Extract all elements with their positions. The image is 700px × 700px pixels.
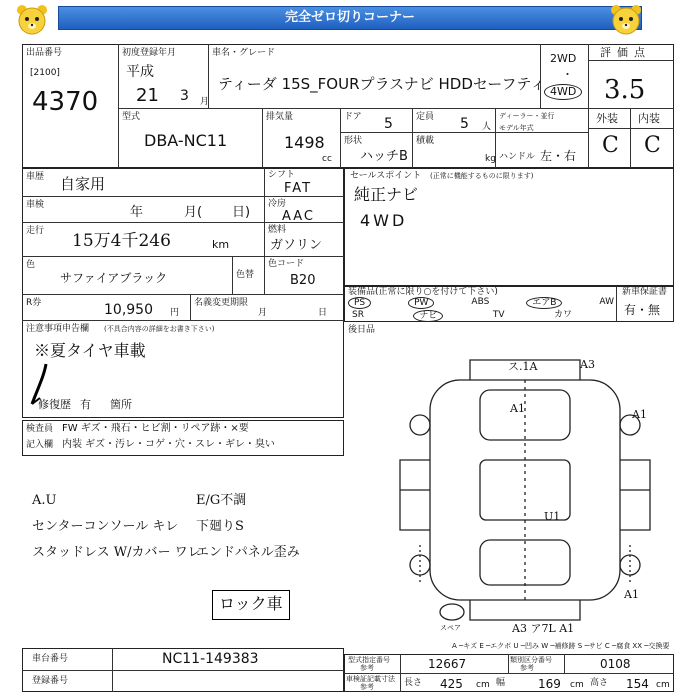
- reg-month-unit: 月: [200, 97, 210, 107]
- color-value: サファイアブラック: [60, 271, 168, 285]
- equipment-leather: カワ: [553, 310, 572, 320]
- dims-length-label: 長さ: [404, 678, 423, 688]
- displacement-label: 排気量: [266, 112, 294, 122]
- notes-sub: (不具合内容の詳細をお書き下さい): [104, 325, 215, 333]
- type-no-label: 型式指定番号: [348, 656, 390, 664]
- chassis-label: 車台番号: [32, 654, 69, 664]
- usage-value: 自家用: [60, 175, 106, 193]
- displacement-unit: cc: [322, 154, 332, 164]
- load-unit: kg: [485, 154, 496, 164]
- reg-year: 21: [136, 85, 159, 106]
- plate-label: 登録番号: [32, 676, 69, 686]
- expiry-label: 名義変更期限: [194, 298, 249, 308]
- dims-height: 154: [626, 677, 649, 691]
- mileage-value: 15万4千246: [72, 231, 171, 251]
- seats-value: 5: [460, 116, 469, 132]
- lot-number: 4370: [32, 87, 99, 117]
- dims-height-label: 高さ: [590, 678, 609, 688]
- equipment-row-1: [348, 297, 614, 309]
- mileage-label: 走行: [26, 226, 45, 236]
- damage-mark-1: ス.1A: [508, 360, 538, 373]
- check-row-1: FW ギズ・飛石・ヒビ割・リペア跡・×要: [62, 423, 249, 434]
- equipment-abs: ABS: [471, 297, 490, 307]
- class-no-label: 類別区分番号: [510, 656, 552, 664]
- color-label: 色: [26, 260, 36, 270]
- repair-unit: 箇所: [110, 398, 132, 411]
- equipment-row-2: [352, 310, 572, 322]
- reg-era: 平成: [126, 64, 154, 80]
- sales-point-line-1: 純正ナビ: [354, 185, 419, 204]
- damage-legend: A ─キズ E ─エクボ U ─凹み W ─補修跡 S ─サビ C ─腐食 XX ─交換要: [452, 642, 670, 650]
- type-label: 型式: [122, 112, 141, 122]
- repair-value: 有: [80, 398, 91, 411]
- hand-right-1: E/G不調: [196, 493, 247, 508]
- seats-unit: 人: [482, 122, 492, 132]
- after-label: 後日品: [348, 325, 376, 335]
- dims-width: 169: [538, 677, 561, 691]
- reg-month: 3: [180, 88, 189, 104]
- load-label: 積載: [416, 136, 435, 146]
- inspection-label: 車検: [26, 200, 45, 210]
- usage-label: 車歴: [26, 172, 45, 182]
- hand-left-3: スタッドレス W/カバー ワレ: [32, 545, 201, 560]
- drive-4wd: 4WD: [544, 84, 582, 100]
- handle-label: ハンドル: [499, 152, 536, 162]
- fuel-value: ガソリン: [270, 238, 323, 253]
- equipment-navi: ナビ: [413, 310, 443, 322]
- check-label-2: 記入欄: [26, 440, 54, 450]
- recycle-label: R券: [26, 298, 42, 308]
- damage-mark-7: A3 ア7L A1: [512, 622, 575, 635]
- inspection-year: 年: [130, 205, 144, 220]
- sales-point-line-2: 4WD: [360, 211, 408, 230]
- hand-left-2: センターコンソール キレ: [32, 519, 179, 534]
- dims-unit-2: cm: [570, 680, 584, 690]
- color-code: B20: [290, 273, 316, 288]
- doors-label: ドア: [344, 112, 362, 122]
- inspection-month: 月(: [184, 205, 203, 220]
- model-label: 車名・グレード: [212, 48, 276, 58]
- drive-2wd: 2WD: [550, 52, 577, 65]
- lot-sub: [2100]: [30, 68, 60, 78]
- exterior-label: 外装: [596, 112, 618, 125]
- hand-right-3: エンドパネル歪み: [196, 545, 300, 560]
- equipment-tv: TV: [492, 310, 505, 320]
- exterior-grade: C: [602, 133, 619, 158]
- equipment-aw: AW: [599, 297, 614, 307]
- damage-mark-6: A1: [624, 588, 639, 601]
- dims-label: 車検証記載寸法: [346, 675, 395, 683]
- drive-dot: ・: [562, 68, 573, 81]
- mileage-unit: km: [212, 238, 230, 251]
- sales-point-label: セールスポイント: [350, 171, 422, 181]
- chassis-value: NC11-149383: [162, 651, 259, 667]
- score-value: 3.5: [604, 75, 646, 105]
- seats-label: 定員: [416, 112, 435, 122]
- class-no-sub: 参考: [520, 664, 534, 672]
- doors-value: 5: [384, 116, 393, 132]
- interior-grade: C: [644, 133, 661, 158]
- handle-value: 左・右: [540, 149, 577, 163]
- hand-left-1: A.U: [32, 493, 57, 508]
- lock-stamp: ロック車: [212, 590, 290, 620]
- model-year-label: モデル年式: [499, 124, 534, 132]
- equipment-label: 装備品(正常に限り○を付けて下さい): [348, 287, 498, 297]
- damage-mark-5: U1: [544, 510, 561, 523]
- shift-label: シフト: [268, 170, 296, 180]
- shift-value: FAT: [284, 181, 313, 196]
- sales-point-note: (正常に機能するものに限ります): [430, 172, 534, 180]
- spare-label: スペア: [440, 624, 461, 632]
- banner-title: 完全ゼロ切りコーナー: [58, 6, 642, 30]
- equipment-sr: SR: [352, 310, 364, 320]
- expiry-month: 月: [258, 308, 268, 318]
- equipment-pw: PW: [408, 297, 434, 309]
- recycle-unit: 円: [170, 308, 180, 318]
- check-row-2: 内装 ギズ・汚レ・コゲ・穴・スレ・ギレ・臭い: [62, 439, 275, 450]
- interior-label: 内装: [638, 112, 660, 125]
- damage-mark-3: A1: [510, 402, 525, 415]
- reg-label: 初度登録年月: [122, 48, 177, 58]
- color-code-label: 色コード: [268, 259, 305, 269]
- color-swap-label: 色替: [236, 270, 255, 280]
- dims-sub: 参考: [360, 683, 374, 691]
- shape-value: ハッチB: [360, 149, 408, 164]
- pen-mark-icon: [24, 360, 64, 410]
- warranty-value: 有・無: [624, 303, 661, 317]
- shape-label: 形状: [344, 136, 363, 146]
- dims-length: 425: [440, 677, 463, 691]
- notes-label: 注意事項申告欄: [26, 324, 90, 334]
- inspection-day: 日): [232, 205, 251, 220]
- type-no-sub: 参考: [360, 664, 374, 672]
- dims-unit-1: cm: [476, 680, 490, 690]
- lot-label: 出品番号: [26, 48, 63, 58]
- check-label-1: 検査員: [26, 424, 54, 434]
- equipment-ps: PS: [348, 297, 371, 309]
- model-name: ティーダ 15S_FOURプラスナビ HDDセーフティ: [218, 75, 546, 93]
- dealer-label: ディーラー・並行: [499, 112, 555, 120]
- type-no-value: 12667: [428, 657, 467, 671]
- bear-mascot-icon: [14, 2, 50, 38]
- score-label: 評価点: [600, 46, 651, 59]
- damage-mark-4: A1: [632, 408, 647, 421]
- recycle-value: 10,950: [104, 302, 153, 318]
- type-value: DBA-NC11: [144, 131, 228, 150]
- repair-label: 修復歴: [38, 398, 71, 411]
- fuel-label: 燃料: [268, 225, 287, 235]
- ac-label: 冷房: [268, 199, 287, 209]
- class-no-value: 0108: [600, 657, 631, 671]
- hand-right-2: 下廻りS: [196, 519, 244, 534]
- bear-mascot-icon: [608, 2, 644, 38]
- ac-value: AAC: [282, 209, 315, 224]
- expiry-day: 日: [318, 308, 328, 318]
- dims-unit-3: cm: [656, 680, 670, 690]
- warranty-label: 新車保証書: [622, 287, 668, 297]
- history-table: [22, 168, 344, 418]
- dims-width-label: 幅: [496, 678, 506, 688]
- equipment-airbag: エアB: [526, 297, 562, 309]
- notes-line: ※夏タイヤ車載: [34, 341, 146, 360]
- damage-mark-2: A3: [580, 358, 595, 371]
- displacement-value: 1498: [284, 133, 325, 152]
